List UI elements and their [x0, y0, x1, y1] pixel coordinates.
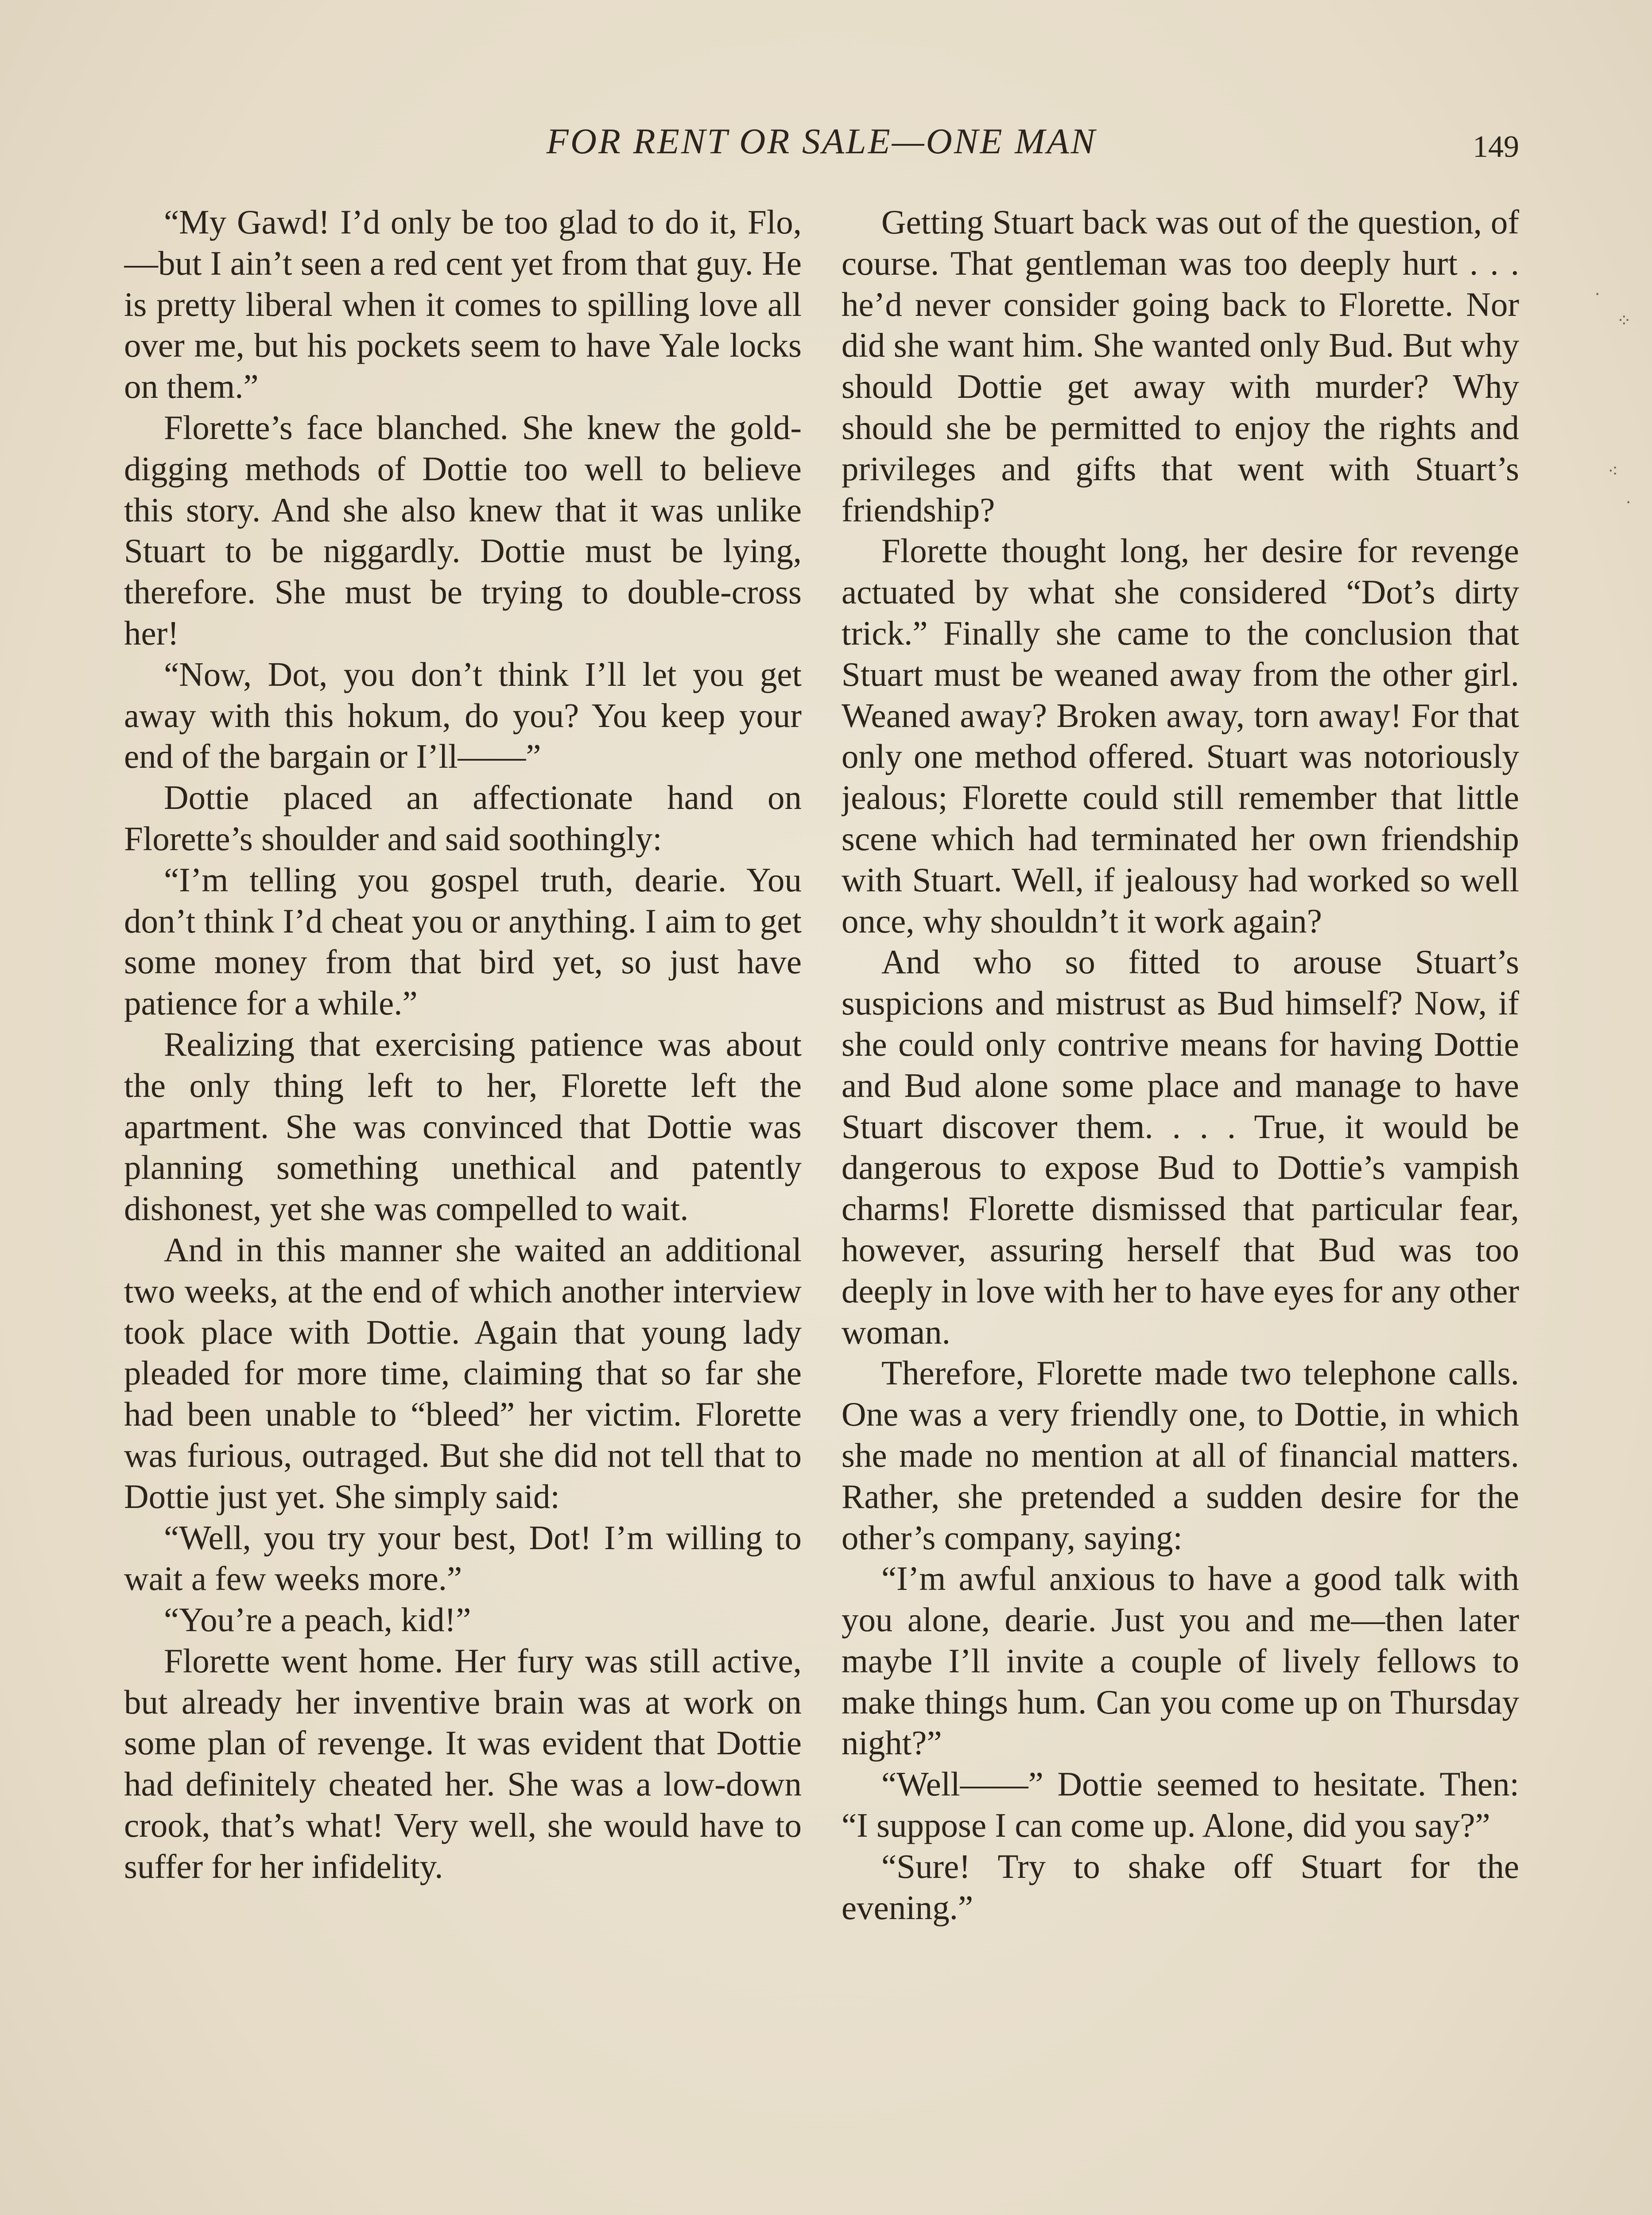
paragraph: Getting Stuart back was out of the question, of course. That gentleman was too deeply hurt . . . he’d never consider going back to Florette. Nor did she want him. She wanted only Bud. But why should Dottie get away with murder? Why should she be permitted to enjoy the rights and privileges and gifts that went with Stuart’s friendship? [842, 203, 1519, 529]
paragraph: Florette’s face blanched. She knew the gold-digging methods of Dottie too well to believe this story. And she also knew that it was unlike Stuart to be niggardly. Dottie must be lying, therefore. She must be trying to double-cross her! [124, 408, 802, 652]
running-title: FOR RENT OR SALE—ONE MAN [546, 121, 1097, 161]
paragraph: “Now, Dot, you don’t think I’ll let you get away with this hokum, do you? You keep your end of the bargain or I’ll——” [124, 655, 802, 776]
margin-specks: · ⁘ ⁖ · [1594, 284, 1632, 512]
paragraph: “Sure! Try to shake off Stuart for the evening.” [842, 1847, 1519, 1927]
running-head [124, 116, 1519, 169]
paragraph: “Well, you try your best, Dot! I’m willing to wait a few weeks more.” [124, 1518, 802, 1598]
paragraph: “I’m awful anxious to have a good talk with you alone, dearie. Just you and me—then later maybe I’ll invite a couple of lively fellows to make things hum. Can you come up on Thursday night?” [842, 1559, 1519, 1762]
right-column [842, 202, 1519, 2215]
paragraph: “You’re a peach, kid!” [164, 1601, 471, 1639]
paragraph: “Well——” Dottie seemed to hesitate. Then: “I suppose I can come up. Alone, did you say?” [842, 1765, 1519, 1845]
paragraph: And who so fitted to arouse Stuart’s suspicions and mistrust as Bud himself? Now, if she could only contrive means for having Dottie and Bud alone some place and manage to have Stuart discover them. . . . True, it would be dangerous to expose Bud to Dottie’s vampish charms! Florette dismissed that particular fear, however, assuring herself that Bud was too deeply in love with her to have eyes for any other woman. [842, 943, 1519, 1351]
paragraph: Florette went home. Her fury was still active, but already her inventive brain was at work on some plan of revenge. It was evident that Dottie had definitely cheated her. She was a low-down crook, that’s what! Very well, she would have to suffer for her infidelity. [124, 1641, 802, 1885]
paragraph: Dottie placed an affectionate hand on Florette’s shoulder and said soothingly: [124, 778, 802, 858]
left-column [124, 202, 802, 2215]
paragraph: “My Gawd! I’d only be too glad to do it, Flo,—but I ain’t seen a red cent yet from that guy. He is pretty liberal when it comes to spilling love all over me, but his pockets seem to have Yale locks on them.” [124, 203, 802, 406]
paragraph: Florette thought long, her desire for revenge actuated by what she considered “Dot’s dirty trick.” Finally she came to the conclusion that Stuart must be weaned away from the other girl. Weaned away? Broken away, torn away! For that only one method offered. Stuart was notoriously jealous; Florette could still remember that little scene which had terminated her own friendship with Stuart. Well, if jealousy had worked so well once, why shouldn’t it work again? [842, 532, 1519, 940]
paragraph: Realizing that exercising patience was about the only thing left to her, Florette left the apartment. She was convinced that Dottie was planning something unethical and patently dishonest, yet she was compelled to wait. [124, 1025, 802, 1228]
paragraph: And in this manner she waited an additional two weeks, at the end of which another interview took place with Dottie. Again that young lady pleaded for more time, claiming that so far she had been unable to “bleed” her victim. Florette was furious, outraged. But she did not tell that to Dottie just yet. She simply said: [124, 1230, 802, 1516]
paragraph: “I’m telling you gospel truth, dearie. You don’t think I’d cheat you or anything. I aim to get some money from that bird yet, so just have patience for a while.” [124, 860, 802, 1022]
paragraph: Therefore, Florette made two telephone calls. One was a very friendly one, to Dottie, in which she made no mention at all of financial matters. Rather, she pretended a sudden desire for the other’s company, saying: [842, 1354, 1519, 1557]
page-number: 149 [1473, 130, 1519, 164]
